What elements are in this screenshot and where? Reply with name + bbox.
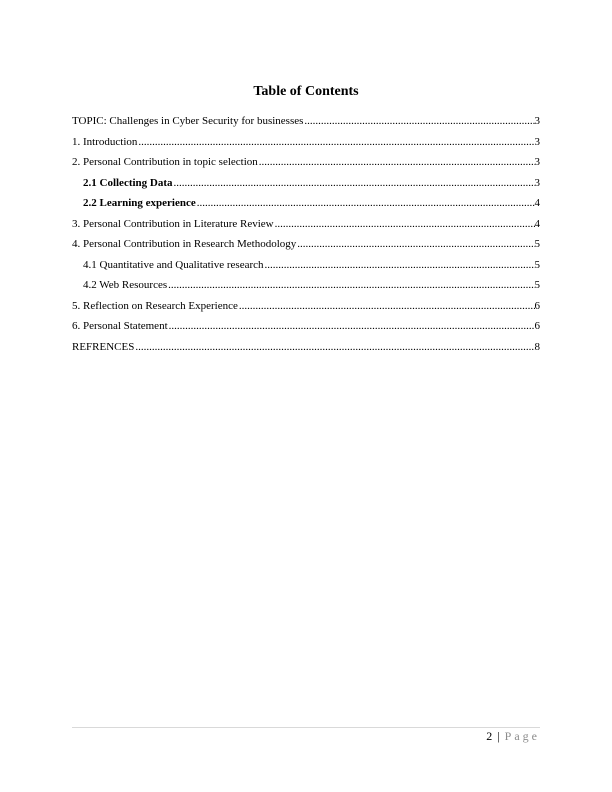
toc-entry-topic-selection[interactable]	[72, 155, 540, 176]
toc-entry-page: 6	[534, 299, 540, 312]
toc-entry-label: 2. Personal Contribution in topic selection	[72, 156, 258, 168]
toc-entry-page: 5	[534, 238, 540, 250]
toc-entry-page: 8	[534, 340, 540, 353]
toc-entry-reflection[interactable]	[72, 299, 540, 320]
footer-separator: |	[497, 729, 500, 743]
toc-entry-label: 6. Personal Statement	[72, 320, 168, 332]
toc-entry-collecting-data[interactable]	[72, 176, 540, 197]
toc-dot-leader	[239, 299, 535, 313]
toc-entry-page: 3	[534, 156, 540, 168]
toc-entry-label: REFRENCES	[72, 340, 135, 353]
toc-entry-personal-statement[interactable]	[72, 319, 540, 340]
toc-dot-leader	[168, 278, 534, 292]
toc-entry-label: 4. Personal Contribution in Research Methodology	[72, 238, 297, 250]
toc-entry-label: 3. Personal Contribution in Literature Review	[72, 217, 274, 230]
toc-dot-leader	[174, 176, 535, 190]
toc-dot-leader	[135, 340, 534, 354]
toc-entry-label: 1. Introduction	[72, 135, 138, 148]
toc-entry-label: 4.2 Web Resources	[83, 279, 168, 291]
toc-entry-web-resources[interactable]	[72, 278, 540, 299]
toc-entry-page: 3	[534, 135, 540, 148]
toc-title: Table of Contents	[253, 84, 359, 99]
toc-entry-page: 6	[534, 320, 540, 332]
page-footer	[486, 729, 540, 743]
toc-entry-references[interactable]	[72, 340, 540, 361]
toc-entry-page: 4	[534, 197, 540, 209]
toc-dot-leader	[259, 155, 535, 169]
toc-entry-page: 5	[534, 279, 540, 291]
toc-entry-label: 2.1 Collecting Data	[83, 176, 173, 189]
toc-dot-leader	[297, 237, 534, 251]
toc-entry-label: 2.2 Learning experience	[83, 197, 196, 209]
toc-entry-quantitative-qualitative[interactable]	[72, 258, 540, 279]
toc-entry-page: 3	[534, 115, 540, 127]
toc-dot-leader	[138, 135, 534, 149]
footer-page-number: 2	[486, 729, 493, 743]
toc-entry-label: 5. Reflection on Research Experience	[72, 299, 238, 312]
toc-entry-page: 5	[534, 258, 540, 271]
toc-dot-leader	[265, 258, 535, 272]
toc-entry-introduction[interactable]	[72, 135, 540, 156]
toc-entry-literature-review[interactable]	[72, 217, 540, 238]
toc-entry-research-methodology[interactable]	[72, 237, 540, 258]
toc-entry-learning-experience[interactable]	[72, 196, 540, 217]
toc-dot-leader	[304, 114, 534, 128]
toc-dot-leader	[169, 319, 535, 333]
toc-dot-leader	[197, 196, 535, 210]
toc-dot-leader	[275, 217, 535, 231]
toc-entry-page: 4	[534, 217, 540, 230]
toc-entry-page: 3	[534, 176, 540, 189]
footer-page-word: Page	[504, 729, 540, 743]
toc-entry-topic[interactable]	[72, 114, 540, 135]
table-of-contents	[72, 114, 540, 360]
toc-entry-label: 4.1 Quantitative and Qualitative research	[83, 258, 264, 271]
toc-entry-label: TOPIC: Challenges in Cyber Security for businesses	[72, 115, 304, 127]
footer-divider	[72, 727, 540, 728]
